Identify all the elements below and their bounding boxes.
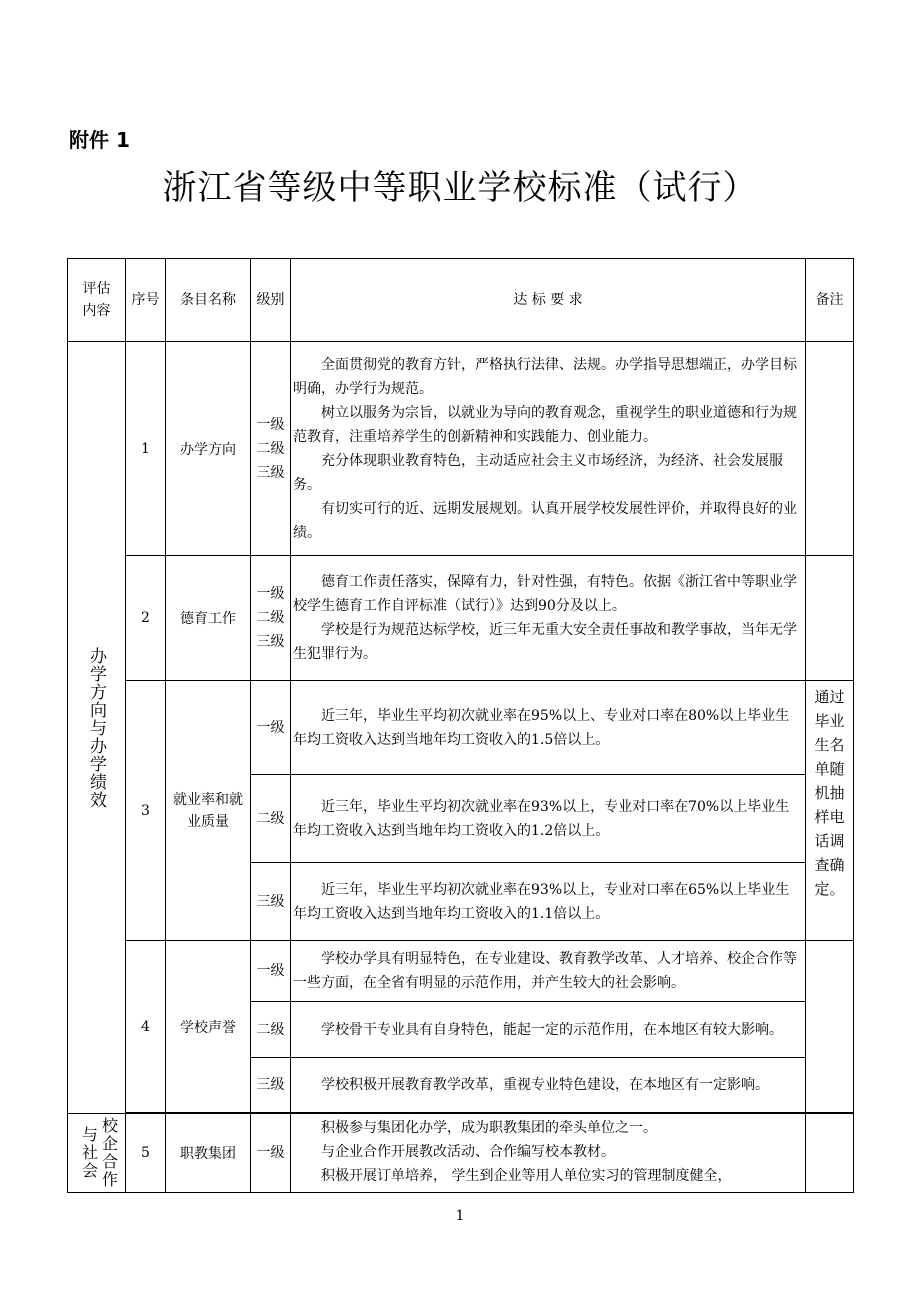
row-requirements: 积极参与集团化办学，成为职教集团的牵头单位之一。 与企业合作开展教改活动、合作编写校本教材。 积极开展订单培养， 学生到企业等用人单位实习的管理制度健全， — [291, 1114, 806, 1193]
row-requirements: 近三年，毕业生平均初次就业率在93%以上，专业对口率在65%以上毕业生年均工资收入达到当地年均工资收入的1.1倍以上。 — [291, 863, 806, 941]
row-no: 4 — [126, 941, 166, 1113]
row-remark — [806, 941, 854, 1113]
row-requirements: 学校积极开展教育教学改革，重视专业特色建设，在本地区有一定影响。 — [291, 1058, 806, 1113]
header-item: 条目名称 — [166, 259, 251, 342]
header-level: 级别 — [251, 259, 291, 342]
row-remark — [806, 556, 854, 681]
attachment-label: 附件 1 — [69, 128, 130, 152]
row-level: 三级 — [251, 863, 291, 941]
table-row — [68, 342, 854, 556]
row-remark — [806, 342, 854, 556]
row-name: 办学方向 — [166, 342, 251, 556]
page-number: 1 — [455, 1208, 465, 1224]
row-level: 一级二级三级 — [251, 556, 291, 681]
header-no: 序号 — [126, 259, 166, 342]
row-requirements: 近三年，毕业生平均初次就业率在93%以上，专业对口率在70%以上毕业生年均工资收入达到当地年均工资收入的1.2倍以上。 — [291, 775, 806, 863]
row-no: 1 — [126, 342, 166, 556]
row-requirements: 近三年，毕业生平均初次就业率在95%以上、专业对口率在80%以上毕业生年均工资收入达到当地年均工资收入的1.5倍以上。 — [291, 681, 806, 775]
header-remark: 备注 — [806, 259, 854, 342]
row-name: 学校声誉 — [166, 941, 251, 1113]
row-level: 二级 — [251, 1002, 291, 1058]
row-level: 二级 — [251, 775, 291, 863]
category-label-partial: 校企合作与社会 — [79, 1117, 119, 1189]
row-requirements: 学校办学具有明显特色，在专业建设、教育教学改革、人才培养、校企合作等一些方面，在全省有明显的示范作用，并产生较大的社会影响。 — [291, 941, 806, 1002]
table-row — [68, 941, 854, 1002]
row-no: 5 — [126, 1114, 166, 1193]
header-content: 评估内容 — [68, 259, 126, 342]
row-name: 就业率和就业质量 — [166, 681, 251, 941]
row-requirements: 全面贯彻党的教育方针，严格执行法律、法规。办学指导思想端正，办学目标明确，办学行为规范。 树立以服务为宗旨，以就业为导向的教育观念，重视学生的职业道德和行为规范教育，注重培养学生的创新精神和实践能力、创业能力。 充分体现职业教育特色，主动适应社会主义市场经济，为经济、社会发展服务。 有切实可行的近、远期发展规划。认真开展学校发展性评价，并取得良好的业绩。 — [291, 342, 806, 556]
row-level: 一级 — [251, 941, 291, 1002]
row-level: 一级 — [251, 681, 291, 775]
category-cell — [68, 1114, 126, 1193]
row-requirements: 德育工作责任落实，保障有力，针对性强，有特色。依据《浙江省中等职业学校学生德育工作自评标准（试行）》达到90分及以上。 学校是行为规范达标学校，近三年无重大安全责任事故和教学事故，当年无学生犯罪行为。 — [291, 556, 806, 681]
header-requirements: 达 标 要 求 — [291, 259, 806, 342]
table-row — [68, 1114, 854, 1193]
standards-table — [67, 258, 854, 1193]
row-remark: 通过毕业生名单随机抽样电话调查确定。 — [806, 681, 854, 941]
row-name: 职教集团 — [166, 1114, 251, 1193]
category-label: 办学方向与办学绩效 — [86, 646, 106, 809]
header-row — [68, 259, 854, 342]
row-name: 德育工作 — [166, 556, 251, 681]
row-level: 一级二级三级 — [251, 342, 291, 556]
table-row — [68, 556, 854, 681]
row-no: 3 — [126, 681, 166, 941]
category-cell — [68, 342, 126, 1114]
table-row — [68, 681, 854, 775]
row-no: 2 — [126, 556, 166, 681]
row-remark — [806, 1114, 854, 1193]
document-title: 浙江省等级中等职业学校标准（试行） — [162, 168, 758, 208]
row-level: 三级 — [251, 1058, 291, 1113]
row-level: 一级 — [251, 1114, 291, 1193]
row-requirements: 学校骨干专业具有自身特色，能起一定的示范作用，在本地区有较大影响。 — [291, 1002, 806, 1058]
